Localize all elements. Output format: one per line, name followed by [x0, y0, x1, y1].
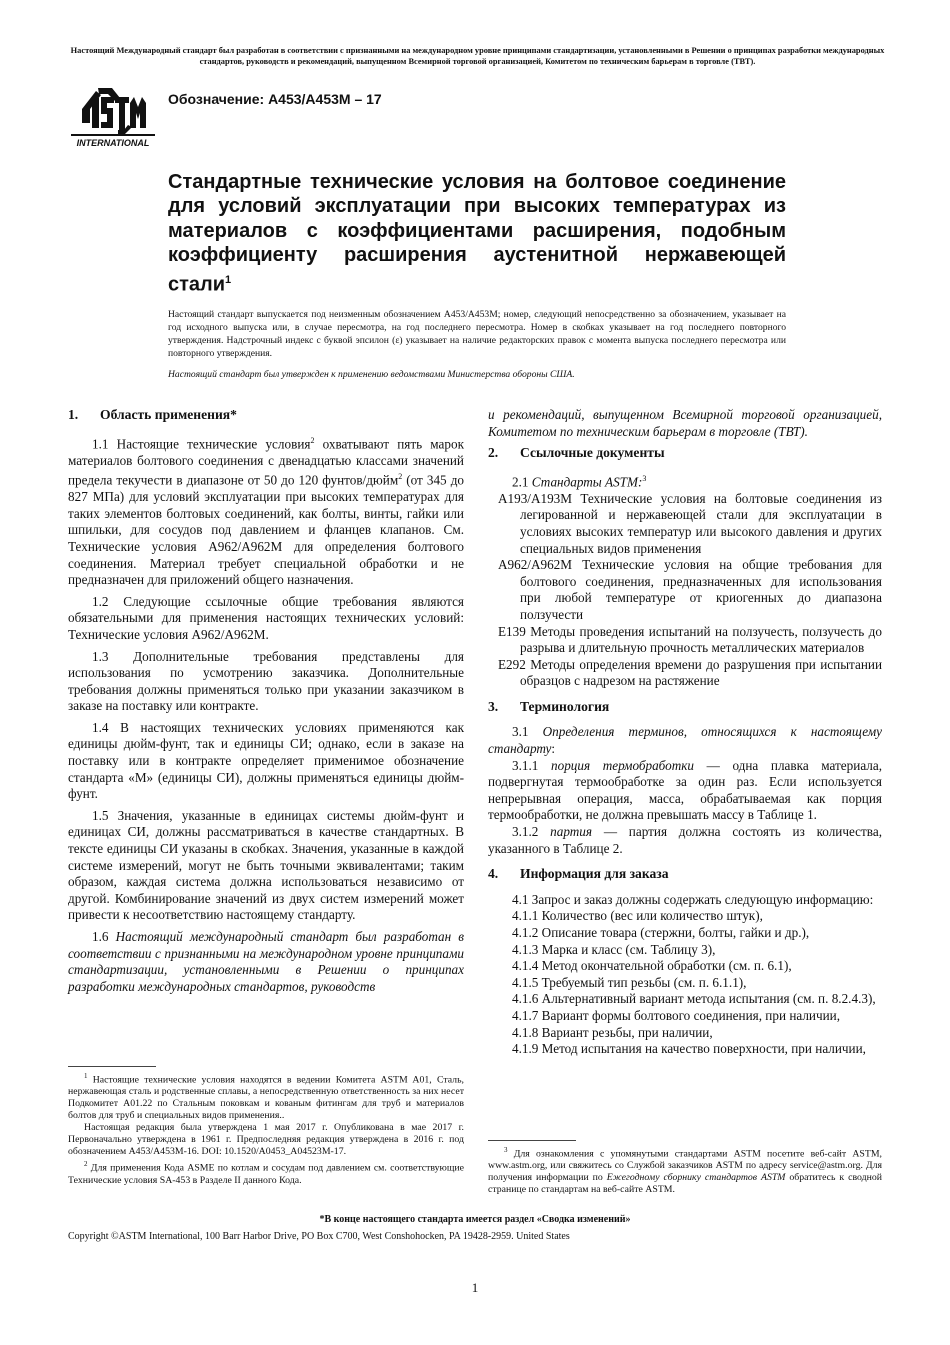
superscript: 2	[398, 472, 403, 482]
paragraph-1-6	[68, 929, 464, 995]
paragraph-1-1	[68, 433, 464, 589]
reference-code[interactable]: A962/A962M	[498, 557, 572, 573]
footnote-mark: 3	[504, 1146, 508, 1154]
term: порция термобработки	[551, 757, 695, 773]
section-1-heading	[68, 407, 464, 424]
section-3-heading	[488, 699, 882, 716]
paragraph-1-6-continued	[488, 407, 882, 440]
paragraph-3-1-1	[488, 758, 882, 824]
designation: Обозначение: A453/A453M – 17	[168, 91, 382, 107]
text-run: Настоящие технические условия находятся в ведении Комитета ASTM A01, Сталь, нержавеющая сталь и родственные сплавы, а непосредственную ответственность за них несет Подкомитет A01.22 по Стальным поковкам и кованым фитингам для труб и материалов болтов для труб и специальных видов применения..	[68, 1074, 464, 1122]
footnote-rule-right	[488, 1140, 576, 1141]
footnote-mark-2[interactable]: 2	[310, 435, 315, 445]
reference-text: Методы определения времени до разрушения при испытании образцов с надрезом на растяжение	[520, 656, 882, 689]
section-number: 2.	[488, 445, 499, 461]
footnote-mark: 2	[84, 1160, 88, 1169]
section-4-heading	[488, 866, 882, 883]
issue-note: Настоящий стандарт выпускается под неизменным обозначением A453/A453M; номер, следующий непосредственно за обозначением, указывает на год исходного выпуска или, в случае пересмотра, на год последнего пересмотра. Номер в скобках указывает на год последнего повторного утверждения. Надстрочный индекс с буквой эпсилон (ε) указывает на наличие редакторских правок с момента выпуска последнего пересмотра или повторного утверждения.	[168, 309, 786, 359]
list-item: 4.1.9 Метод испытания на качество поверхности, при наличии,	[512, 1041, 866, 1057]
italic-text: Определения терминов, относящихся к настоящему стандарту	[488, 724, 883, 757]
list-item: 4.1.6 Альтернативный вариант метода испытания (см. п. 8.2.4.3),	[512, 991, 876, 1007]
italic-text: Стандарты ASTM:	[531, 474, 643, 490]
reference-item	[488, 491, 882, 557]
section-number: 3.	[488, 698, 499, 714]
text-run: Для применения Кода ASME по котлам и сосудам под давлением см. соответствующие Технические условия SA-453 в Разделе II данного Кода.	[68, 1162, 464, 1186]
left-column	[68, 407, 464, 995]
text-run: 3.1.2	[512, 824, 551, 840]
approval-note: Настоящий стандарт был утвержден к применению ведомствами Министерства обороны США.	[168, 369, 575, 380]
paragraph-1-4: 1.4 В настоящих технических условиях применяются как единицы дюйм-фунт, так и единицы СИ; однако, если в заказе на поставку или в контракте определяет применимое обозначение стандарта «M» (единицы СИ), должны применяться единицы дюйм-фунт.	[68, 719, 464, 802]
section-number: 4.	[488, 866, 499, 882]
copyright: Copyright ©ASTM International, 100 Barr Harbor Drive, PO Box C700, West Conshohocken, PA 19428-2959. United States	[68, 1231, 570, 1242]
reference-code[interactable]: E139	[498, 623, 526, 639]
list-item: 4.1.1 Количество (вес или количество штук),	[512, 908, 763, 924]
footnote-2	[68, 1158, 464, 1186]
footnotes-left	[68, 1070, 464, 1187]
list-item: 4.1.3 Марка и класс (см. Таблицу 3),	[512, 941, 716, 957]
paragraph-4-1: 4.1 Запрос и заказ должны содержать следующую информацию:	[512, 891, 874, 907]
reference-code[interactable]: E292	[498, 656, 526, 672]
astm-logo	[68, 85, 158, 151]
astm-logo-icon	[68, 85, 158, 151]
text-run: 3.1	[512, 724, 543, 740]
reference-item	[488, 657, 882, 690]
section-title: Область применения*	[100, 407, 237, 422]
section-title: Информация для заказа	[520, 866, 669, 882]
footnote-1-continued: Настоящая редакция была утверждена 1 мая 2017 г. Опубликована в мае 2017 г. Первоначально утверждена в 1961 г. Предпоследняя редакция утверждена в 2016 г. под обозначением A453/A453M-16. DOI: 10.1520/A0453_A04523M-17.	[68, 1122, 464, 1158]
title-footnote-mark[interactable]: 1	[225, 273, 232, 286]
text-run: — партия должна состоять из количества, указанного в Таблице 2.	[488, 824, 882, 856]
italic-text: и рекомендаций, выпущенном Всемирной торговой организацией, Комитетом по техническим барьерам в торговле (ТВТ).	[488, 407, 882, 439]
list-item: 4.1.5 Требуемый тип резьбы (см. п. 6.1.1),	[512, 974, 747, 990]
term: партия	[550, 824, 593, 840]
paragraph-1-3: 1.3 Дополнительные требования представлены для использования по усмотрению заказчика. Дополнительные требования должны применяться только при указании заказчиком в заказе на поставку или контракте.	[68, 648, 464, 714]
section-title: Ссылочные документы	[520, 445, 665, 461]
reference-text: Технические условия на общие требования для болтового соединения, предназначенных для использования при любой температуре от криогенных до диапазона ползучести	[520, 557, 882, 622]
text-run: Для ознакомления с упомянутыми стандартами ASTM посетите веб-сайт ASTM, www.astm.org, или свяжитесь со Службой заказчиков ASTM по адресу service@astm.org. Для получения информации по	[488, 1148, 882, 1184]
text-run: 1.1 Настоящие технические условия	[92, 435, 311, 451]
footnote-rule-left	[68, 1066, 156, 1067]
reference-code[interactable]: A193/A193M	[498, 490, 572, 506]
list-item: 4.1.7 Вариант формы болтового соединения, при наличии,	[512, 1007, 841, 1023]
right-column	[488, 407, 882, 1058]
paragraph-3-1-2	[488, 824, 882, 857]
text-run: обратитесь к сводной странице по стандартам на веб-сайте ASTM.	[488, 1172, 882, 1196]
paragraph-1-2: 1.2 Следующие ссылочные общие требования являются обязательными для применения настоящих технических условий: Технические условия A962/A962M.	[68, 593, 464, 642]
paragraph-2-1	[488, 471, 882, 491]
text-run: (от 345 до 827 МПа) для условий эксплуатации при высоких температурах для таких элементов болтовых соединений, как болты, винты, гайки или шпильки, для сосудов под давлением и фланцев клапанов. См. Технические условия A962/A962M для определения болтового соединения. Материал требует специальной обработки и не предназначен для приложений общего назначения.	[68, 472, 464, 588]
text-run: охватывают пять марок материалов болтового соединения с двенадцатью классами значений предела текучести в диапазоне от 50 до 120 фунтов/дюйм	[68, 435, 465, 488]
text-run: 1.6	[92, 929, 116, 944]
logo-text: INTERNATIONAL	[76, 138, 150, 148]
text-run: :	[551, 741, 556, 757]
list-item: 4.1.4 Метод окончательной обработки (см. п. 6.1),	[512, 958, 792, 974]
text-run: 2.1	[512, 474, 532, 490]
summary-of-changes-note: *В конце настоящего стандарта имеется раздел «Сводка изменений»	[319, 1214, 631, 1225]
reference-text: Технические условия на болтовые соединения из легированной и нержавеющей стали для эксплуатации в условиях высоких температур или высокого давления и других специальных видов применения	[520, 490, 882, 556]
footnote-3	[488, 1144, 882, 1196]
footnote-mark-3[interactable]: 3	[642, 473, 647, 483]
page-title	[168, 170, 786, 297]
list-item: 4.1.2 Описание товара (стержни, болты, гайки и др.),	[512, 925, 810, 941]
paragraph-3-1	[488, 724, 882, 757]
title-text: Стандартные технические условия на болтовое соединение для условий эксплуатации при высоких температурах из материалов с коэффициентами расширения, подобным коэффициенту расширения аустенитной нержавеющей стали	[168, 171, 786, 296]
section-2-heading	[488, 445, 882, 462]
footnote-mark: 1	[84, 1072, 88, 1080]
section-title: Терминология	[520, 698, 610, 714]
footnote-1	[68, 1070, 464, 1122]
section-number: 1.	[68, 407, 79, 422]
text-run: 3.1.1	[512, 757, 551, 773]
list-item: 4.1.8 Вариант резьбы, при наличии,	[512, 1024, 713, 1040]
reference-text: Методы проведения испытаний на ползучесть, ползучесть до разрыва и длительную прочность металлических материалов	[520, 623, 882, 656]
reference-item	[488, 557, 882, 623]
text-run: — одна плавка материала, подвергнутая термообработке за один раз. Если используется непрерывная операция, масса, обрабатываемая как порция термообработки, не должна превышать массу в Таблице 1.	[488, 757, 883, 823]
paragraph-1-5: 1.5 Значения, указанные в единицах системы дюйм-фунт и единицах СИ, должны рассматриваться в качестве стандартных. В тексте единицы СИ указаны в скобках. Значения, указанные в каждой системе измерений, могут не быть точными эквивалентами; таким образом, каждая система должна использоваться независимо от другой. Комбинирование значений из двух систем измерений может привести к несоответствию настоящему стандарту.	[68, 807, 464, 923]
footnote-right	[488, 1144, 882, 1196]
reference-item	[488, 624, 882, 657]
header-note: Настоящий Международный стандарт был разработан в соответствии с признанными на международном уровне принципами стандартизации, установленными в Решении о принципах разработки международных стандартов, руководств и рекомендаций, выпущенном Всемирной торговой организацией, Комитетом по техническим барьерам в торговле (ТВТ).	[70, 46, 885, 66]
italic-text: Ежегодному сборнику стандартов ASTM	[606, 1172, 786, 1184]
italic-text: Настоящий международный стандарт был разработан в соответствии с признанными на международном уровне принципами стандартизации, установленными в Решении о принципах разработки международных стандартов, руководств	[68, 929, 464, 994]
page-number: 1	[471, 1280, 479, 1295]
